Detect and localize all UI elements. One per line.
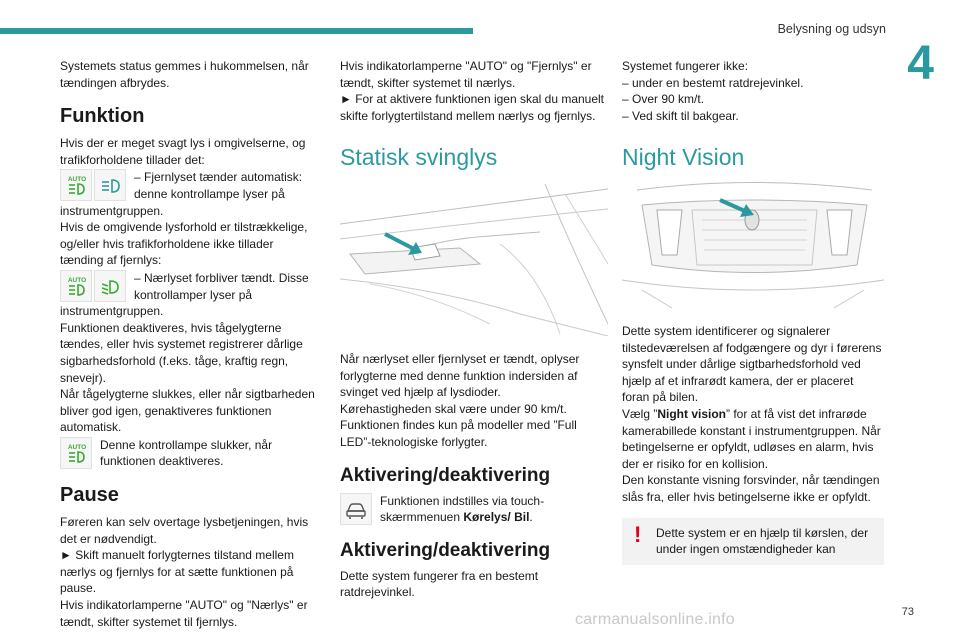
col2-intro: Hvis indikatorlamperne "AUTO" og "Fjernlys" er tændt, skifter systemet til nærlys. ► For at aktivere funktionen igen skal du manuelt skifte forlygtertilstand mellem nærlys og fjernlys.	[340, 59, 605, 123]
high-beam-icon	[94, 169, 126, 201]
section-title: Belysning og udsyn	[777, 22, 886, 36]
night-paragraph-3: Den konstante visning forsvinder, når tændingen slås fra, eller hvis betingelserne ikke er opfyldt.	[622, 473, 880, 504]
watermark: carmanualsonline.info	[575, 611, 735, 628]
heading-funktion: Funktion	[60, 105, 145, 128]
cornering-light-illustration	[340, 184, 608, 336]
night-vision-camera-illustration	[622, 180, 884, 310]
heading-pause: Pause	[60, 484, 119, 507]
low-beam-icon	[94, 270, 126, 302]
auto-headlamp-icon	[60, 169, 92, 201]
lamp-auto-label: AUTO	[67, 276, 87, 284]
column-2	[340, 58, 608, 601]
auto-headlamp-icon	[60, 437, 92, 469]
menu-path: Kørelys/ Bil	[463, 510, 530, 525]
lamp2-text: – Nærlyset forbliver tændt. Disse kontrollamper lyser på	[134, 270, 309, 302]
lamp-row-1	[60, 169, 320, 202]
night-vision-label: Night vision	[657, 406, 727, 421]
heading-statisk-svinglys: Statisk svinglys	[340, 144, 498, 171]
statisk-paragraph: Når nærlyset eller fjernlyset er tændt, oplyser forlygterne med denne funktion indersiden af svinget ved hjælp af lysdioder. Kørehastigheden skal være under 90 km/t. Funktionen findes kun på modeller med ”Full LED”-teknologiske forlygter.	[340, 351, 580, 449]
heading-aktivering-1: Aktivering/deaktivering	[340, 464, 551, 486]
heading-night-vision: Night Vision	[622, 144, 745, 171]
intro-text: Systemets status gemmes i hukommelsen, når tændingen afbrydes.	[60, 59, 309, 90]
page-number: 73	[901, 606, 914, 618]
column-3	[622, 58, 884, 565]
aktivering-paragraph: Dette system fungerer fra en bestemt ratdrejevinkel.	[340, 568, 539, 600]
pause-paragraph: Føreren kan selv overtage lysbetjeningen, hvis det er nødvendigt. ► Skift manuelt forlygternes tilstand mellem nærlys og fjernlys for at sætte funktionen på pause. Hvis indikatorlamperne "AUTO" og "Nærlys" er tændt, skifter systemet til fjernlys.	[60, 515, 309, 629]
warning-text: Dette system er en hjælp til kørslen, der under ingen omstændigheder kan	[656, 525, 869, 557]
lamp1-text: – Fjernlyset tænder automatisk: denne kontrollampe lyser på	[134, 170, 303, 201]
lamp2-continuation: instrumentgruppen. Funktionen deaktiveres, hvis tågelygterne tændes, eller hvis systemet registrerer dårlige sigbarhedsforhold (f.eks. tåge, kraftig regn, snevejr). Når tågelygterne slukkes, eller når sigtbarheden bliver god igen, genaktiveres funktionen automatisk.	[60, 304, 315, 435]
auto-headlamp-icon	[60, 270, 92, 302]
touchscreen-row	[340, 493, 608, 526]
col3-intro: Systemet fungerer ikke: – under en bestemt ratdrejevinkel. – Over 90 km/t. – Ved skift til bakgear.	[622, 59, 804, 123]
warning-icon: !	[634, 521, 642, 547]
funktion-paragraph: Hvis der er meget svagt lys i omgivelserne, og trafikforholdene tillader det:	[60, 136, 306, 167]
heading-aktivering-2: Aktivering/deaktivering	[340, 539, 551, 561]
night-paragraph-1: Dette system identificerer og signalerer tilstedeværelsen af fodgængere og dyr i førerens synsfelt under dårlige sigtbarhedsforhold ved hjælp af et infrarødt kamera, der er placeret foran på bilen.	[622, 323, 882, 405]
chapter-number: 4	[907, 37, 934, 90]
touchscreen-text: Funktionen indstilles via touch-skærmmenuen Kørelys/ Bil.	[380, 493, 545, 525]
header-accent-bar	[0, 28, 473, 34]
warning-box	[622, 518, 884, 565]
lamp-auto-label: AUTO	[67, 443, 87, 451]
night-paragraph-2: Vælg ”Night vision” for at få vist det infrarøde kamerabillede konstant i instrumentgruppen. Når betingelserne er opfyldt, udløses en alarm, hvis der er risiko for en kollision.	[622, 406, 881, 471]
lamp3-text: Denne kontrollampe slukker, når funktionen deaktiveres.	[100, 437, 273, 469]
lamp1-continuation: instrumentgruppen. Hvis de omgivende lysforhold er tilstrækkelige, og/eller hvis trafikforholdene ikke tillader tænding af fjernlys:	[60, 203, 308, 268]
column-1	[60, 58, 320, 630]
car-settings-icon	[340, 493, 372, 525]
lamp-auto-label: AUTO	[67, 176, 87, 184]
lamp-row-2	[60, 270, 320, 303]
lamp-row-3	[60, 437, 320, 470]
